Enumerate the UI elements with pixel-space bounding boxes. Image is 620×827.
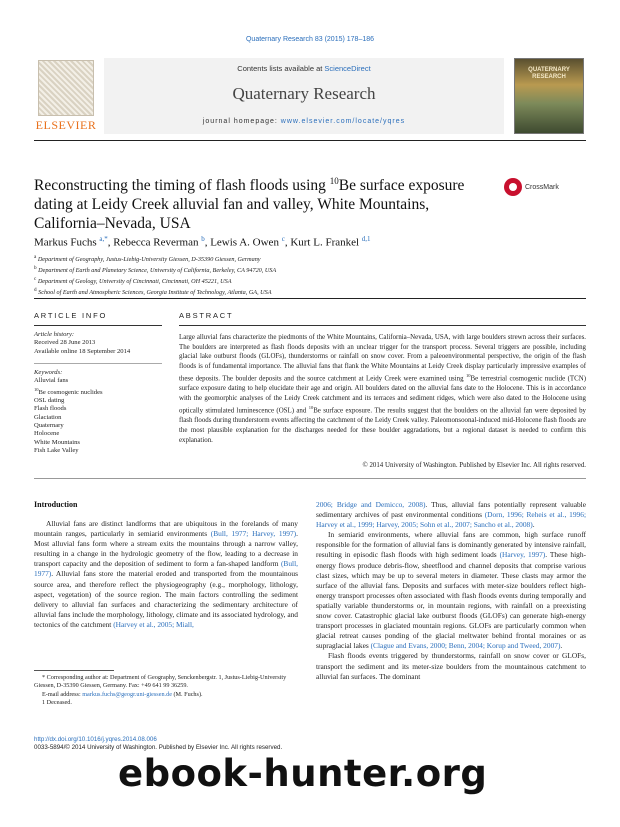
- citation-link[interactable]: (Bull, 1977): [34, 559, 298, 579]
- body-column-right: [316, 500, 586, 682]
- footnote-deceased: 1 Deceased.: [42, 699, 72, 707]
- author-list: Markus Fuchs $^{a,*}$, Rebecca Reverman $^b$, Lewis A. Owen $^c$, Kurt L. Frankel $^{d,1}$: [34, 235, 371, 249]
- footnotes: [34, 674, 298, 708]
- author-name[interactable]: , Lewis A. Owen: [204, 236, 282, 249]
- keyword[interactable]: Fish Lake Valley: [34, 446, 79, 454]
- divider: [34, 363, 162, 364]
- crossmark-button[interactable]: [504, 178, 559, 196]
- abstract-copyright: © 2014 University of Washington. Published by Elsevier Inc. All rights reserved.: [362, 462, 586, 469]
- email-link[interactable]: markus.fuchs@geogr.uni-giessen.de: [82, 690, 172, 698]
- author-name[interactable]: Markus Fuchs: [34, 236, 100, 249]
- section-title: Introduction: [34, 500, 78, 509]
- crossmark-label: CrossMark: [525, 183, 559, 191]
- doi-link[interactable]: http://dx.doi.org/10.1016/j.yqres.2014.08.006: [34, 736, 157, 743]
- article-history: Article history: Received 28 June 2013 Available online 18 September 2014: [34, 331, 131, 355]
- footnote-corresponding: * Corresponding author at: Department of Geography, Senckenbergstr. 1, Justus-Liebig-University Giessen, D-35390 Giessen, Germany. Fax: +49 641 99 36259.: [34, 674, 287, 690]
- elsevier-logo: [34, 58, 98, 134]
- divider: [179, 325, 586, 326]
- affiliation: $^b$ Department of Earth and Planetary Science, University of California, Berkeley, CA 94720, USA: [34, 265, 277, 275]
- elsevier-tree-icon: [38, 60, 94, 116]
- affiliation: $^c$ Department of Geology, University of Cincinnati, Cincinnati, OH 45221, USA: [34, 276, 232, 286]
- masthead: [104, 58, 504, 134]
- paragraph: Alluvial fans are distinct landforms that are ubiquitous in the forelands of many mountain ranges, particularly in semiarid environments (Bull, 1977; Harvey, 1997). Most alluvial fans form where a stream exits the mountains through a narrow valley, resulting in a change in the hydrologic geometry of the flow, leading to a decrease in transport capacity and the deposition of sediment to form a fan-shaped landform (Bull, 1977). Alluvial fans store the material eroded and transported from the mountainous source area, and therefore reflect the physiogeography (e.g., morphology, lithology, aspect, vegetation) of the source region. The main factors controlling the sediment delivery to alluvial fan surfaces and characterizing the sedimentary architecture of alluvial fans include the morphology, lithology, climate and its associated hydrology, and tectonics of the catchment (Harvey et al., 2005; Miall,: [34, 519, 298, 629]
- citation-link[interactable]: 2006; Bridge and Demicco, 2008): [316, 500, 426, 509]
- keyword[interactable]: Flash floods: [34, 405, 67, 413]
- crossmark-icon: [504, 178, 522, 196]
- header-rule: [34, 140, 586, 141]
- watermark: ebook-hunter.org: [118, 752, 488, 795]
- keyword[interactable]: OSL dating: [34, 397, 65, 405]
- author-name[interactable]: , Kurt L. Frankel: [284, 236, 362, 249]
- citation-link[interactable]: (Harvey et al., 2005; Miall,: [113, 619, 194, 629]
- keyword[interactable]: $^{10}$Be cosmogenic nuclides: [34, 386, 103, 396]
- abstract-text: Large alluvial fans characterize the piedmonts of the White Mountains, California–Nevada, USA, with large boulders strewn across their surfaces. The boulders are interpreted as flash floods deposits with an unclear trigger for the transport process. Several triggers are possible, including glacial lake outburst floods (GLOFs), thunderstorms or rainfall on snow cover. From a paleoenvironmental perspective, the origin of the flash floods is of fundamental importance. The alluvial fans that flank the White Mountains at Leidy Creek display particularly impressive examples of these deposits. The boulder deposits and the source catchment at Leidy Creek were examined using $^{10}$Be terrestrial cosmogenic nuclide (TCN) surface exposure dating to help elucidate their age and origin. All boulders dated on the alluvial fans date to the Holocene. This is in accordance with the geomorphic analyses of the Leidy Creek catchment and its terraces and sediment ridges, which were also dated to the Holocene using optically stimulated luminescence (OSL) and $^{10}$Be surface exposure. The results suggest that the boulders on the alluvial fan were deposited by flash floods during thunderstorm events affecting the catchment of the Leidy Creek valley. Paleomonsoonal-induced mid-Holocene flash floods are the most plausible explanation for the discharges needed for these boulder aggradations, but a regional dataset is needed to confirm this explanation.: [179, 334, 586, 444]
- affiliation: $^d$ School of Earth and Atmospheric Sciences, Georgia Institute of Technology, Atlanta, GA, USA: [34, 287, 272, 297]
- keyword[interactable]: Quaternary: [34, 421, 64, 429]
- keyword[interactable]: Glaciation: [34, 413, 62, 421]
- journal-homepage: journal homepage: www.elsevier.com/locate/yqres: [202, 118, 406, 125]
- journal-cover-image: [514, 58, 584, 134]
- abstract-heading: ABSTRACT: [179, 311, 234, 320]
- divider: [34, 325, 162, 326]
- body-column-left: [34, 519, 298, 630]
- keyword[interactable]: Alluvial fans: [34, 377, 69, 385]
- contents-line: Contents lists available at ScienceDirect: [237, 64, 371, 73]
- sciencedirect-link[interactable]: ScienceDirect: [324, 64, 371, 73]
- journal-citation-link[interactable]: Quaternary Research 83 (2015) 178–186: [245, 36, 375, 43]
- affiliation: $^a$ Department of Geography, Justus-Liebig-University Giessen, D-35390 Giessen, Germany: [34, 254, 261, 264]
- article-title: Reconstructing the timing of flash floods using $^{10}$Be surface exposure dating at Leidy Creek alluvial fan and valley, White Mountains, California–Nevada, USA: [34, 176, 465, 233]
- journal-title: Quaternary Research: [232, 84, 376, 103]
- divider: [34, 478, 586, 479]
- paragraph: In semiarid environments, where alluvial fans are common, high surface runoff responsible for the formation of alluvial fans is dominantly generated by intensive rainfall, resulting in episodic flash floods with high sediment loads (Harvey, 1997). These high-energy flows produce debris-flow, sheetflood and channel deposits that comprise various clast sizes, which may be up to several meters in diameter. These clasts may armor the surface of the alluvial fans. Deposits and surfaces with meter-size boulders reflect high-energy transport processes often associated with flash floods events during temporally and spatially variable thunderstorms or, in mountain regions, with rainfall on a preexisting snow cover. Catastrophic glacial lake outburst floods (GLOFs) can generate high-energy transport processes in glaciated mountain regions. GLOFs are particularly common when glacial retreat causes ponding of the glacial meltwater behind frontal moraines or as supraglacial lakes (Clague and Evans, 2000; Benn, 2004; Korup and Tweed, 2007).: [316, 530, 586, 651]
- journal-header: [34, 58, 586, 136]
- elsevier-wordmark: ELSEVIER: [35, 118, 97, 132]
- article-info-heading: ARTICLE INFO: [34, 311, 108, 320]
- citation-link[interactable]: (Harvey, 1997): [499, 550, 546, 560]
- footnote-rule: [34, 670, 114, 671]
- issn-line: 0033-5894/© 2014 University of Washington. Published by Elsevier Inc. All rights reserved.: [34, 744, 283, 751]
- keyword[interactable]: Holocene: [34, 430, 60, 438]
- paragraph: Flash floods events triggered by thunderstorms, rainfall on snow cover or GLOFs, transport the sediment and its meter-size boulders from the mountainous catchment to alluvial fan surfaces. The dominant: [316, 651, 586, 681]
- author-name[interactable]: , Rebecca Reverman: [107, 236, 202, 249]
- citation-link[interactable]: (Bull, 1977; Harvey, 1997): [210, 529, 297, 539]
- footnote-email: E-mail address: markus.fuchs@geogr.uni-giessen.de (M. Fuchs).: [42, 690, 203, 698]
- homepage-link[interactable]: www.elsevier.com/locate/yqres: [280, 118, 406, 125]
- divider: [34, 298, 586, 299]
- paragraph: 2006; Bridge and Demicco, 2008). Thus, alluvial fans potentially represent valuable sedimentary archives of past environmental conditions (Dorn, 1996; Reheis et al., 1996; Harvey et al., 1999; Harvey, 2005; Sohn et al., 2007; Sancho et al., 2008).: [316, 500, 587, 530]
- citation-link[interactable]: (Dorn, 1996; Reheis et al., 1996; Harvey et al., 1999; Harvey, 2005; Sohn et al., 2007; Sancho et al., 2008): [316, 510, 586, 530]
- keywords: Keywords: Alluvial fans $^{10}$Be cosmogenic nuclides OSL dating Flash floods Glaciation Quaternary Holocene White Mountains Fish Lake Valley: [34, 369, 162, 455]
- cover-title: QUATERNARY RESEARCH: [528, 67, 570, 80]
- keyword[interactable]: White Mountains: [34, 438, 80, 446]
- citation-link[interactable]: (Clague and Evans, 2000; Benn, 2004; Korup and Tweed, 2007): [370, 641, 561, 651]
- affiliations: [34, 253, 594, 297]
